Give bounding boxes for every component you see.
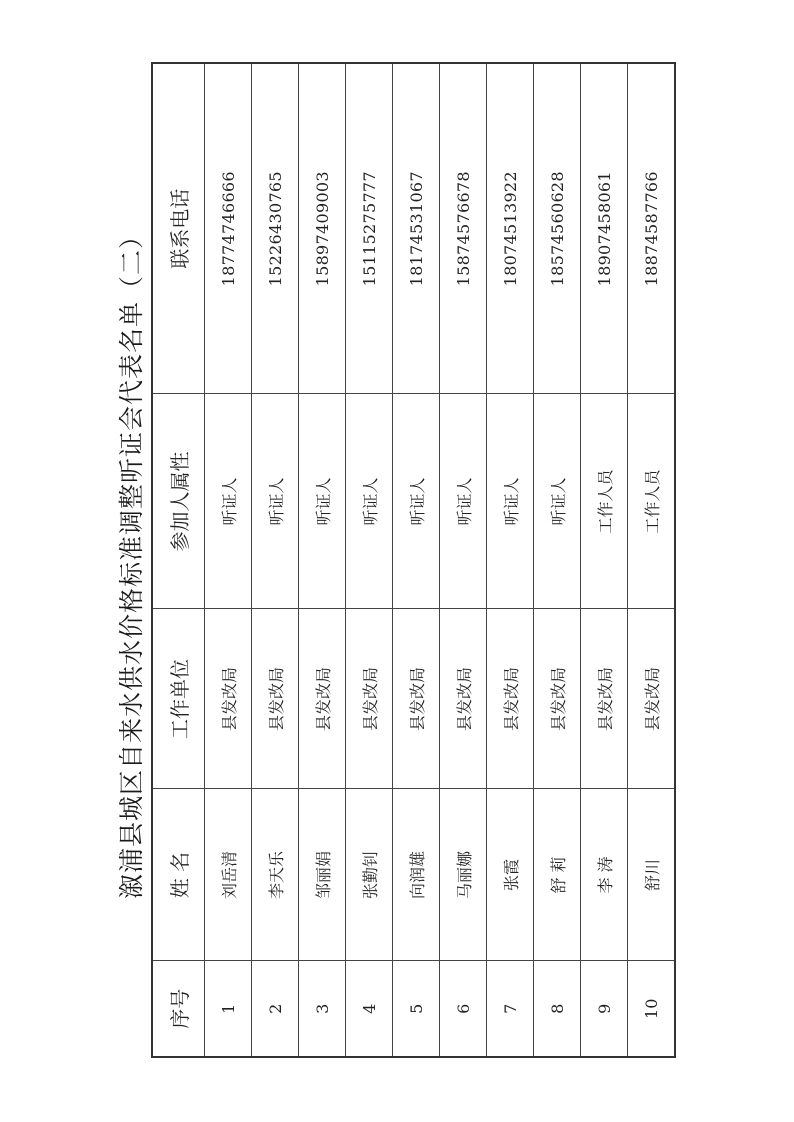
row-phone: 18174531067 — [393, 63, 440, 394]
row-number: 6 — [440, 961, 487, 1057]
row-unit: 县发改局 — [252, 609, 299, 789]
row-name: 舒 莉 — [534, 789, 581, 961]
row-phone: 15226430765 — [252, 63, 299, 394]
row-unit: 县发改局 — [440, 609, 487, 789]
table-row — [252, 63, 299, 1057]
table-row — [205, 63, 252, 1057]
table-row — [534, 63, 581, 1057]
header-no: 序号 — [152, 961, 205, 1057]
row-name: 张霞 — [487, 789, 534, 961]
row-phone: 15897409003 — [299, 63, 346, 394]
row-phone: 18074513922 — [487, 63, 534, 394]
row-role: 听证人 — [252, 394, 299, 609]
row-role: 工作人员 — [581, 394, 628, 609]
row-name: 舒川 — [628, 789, 676, 961]
table-row — [393, 63, 440, 1057]
row-number: 7 — [487, 961, 534, 1057]
row-phone: 18874587766 — [628, 63, 676, 394]
row-name: 向润雄 — [393, 789, 440, 961]
header-row — [152, 63, 205, 1057]
row-phone: 15874576678 — [440, 63, 487, 394]
row-unit: 县发改局 — [205, 609, 252, 789]
row-role: 听证人 — [487, 394, 534, 609]
row-phone: 18574560628 — [534, 63, 581, 394]
rotated-page — [100, 0, 794, 1122]
header-unit: 工作单位 — [152, 609, 205, 789]
table-row — [440, 63, 487, 1057]
row-phone: 18907458061 — [581, 63, 628, 394]
row-phone: 18774746666 — [205, 63, 252, 394]
row-name: 刘岳清 — [205, 789, 252, 961]
row-role: 听证人 — [299, 394, 346, 609]
row-role: 工作人员 — [628, 394, 676, 609]
row-role: 听证人 — [346, 394, 393, 609]
row-unit: 县发改局 — [393, 609, 440, 789]
row-number: 3 — [299, 961, 346, 1057]
row-name: 张勤钊 — [346, 789, 393, 961]
row-number: 2 — [252, 961, 299, 1057]
table-body — [205, 63, 676, 1057]
row-unit: 县发改局 — [581, 609, 628, 789]
table-row — [346, 63, 393, 1057]
row-name: 李 涛 — [581, 789, 628, 961]
row-role: 听证人 — [534, 394, 581, 609]
table-row — [628, 63, 676, 1057]
header-role: 参加人属性 — [152, 394, 205, 609]
row-unit: 县发改局 — [487, 609, 534, 789]
document-title: 溆浦县城区自来水供水价格标准调整听证会代表名单（二） — [117, 223, 146, 900]
roster-table — [151, 62, 676, 1058]
row-name: 李天乐 — [252, 789, 299, 961]
row-unit: 县发改局 — [534, 609, 581, 789]
row-number: 8 — [534, 961, 581, 1057]
table-row — [487, 63, 534, 1057]
row-unit: 县发改局 — [628, 609, 676, 789]
row-name: 邹丽娟 — [299, 789, 346, 961]
header-name: 姓 名 — [152, 789, 205, 961]
row-unit: 县发改局 — [346, 609, 393, 789]
row-phone: 15115275777 — [346, 63, 393, 394]
row-role: 听证人 — [205, 394, 252, 609]
row-role: 听证人 — [393, 394, 440, 609]
row-unit: 县发改局 — [299, 609, 346, 789]
header-phone: 联系电话 — [152, 63, 205, 394]
row-name: 马丽娜 — [440, 789, 487, 961]
table-row — [581, 63, 628, 1057]
row-role: 听证人 — [440, 394, 487, 609]
table-row — [299, 63, 346, 1057]
row-number: 10 — [628, 961, 676, 1057]
row-number: 5 — [393, 961, 440, 1057]
row-number: 9 — [581, 961, 628, 1057]
row-number: 4 — [346, 961, 393, 1057]
row-number: 1 — [205, 961, 252, 1057]
